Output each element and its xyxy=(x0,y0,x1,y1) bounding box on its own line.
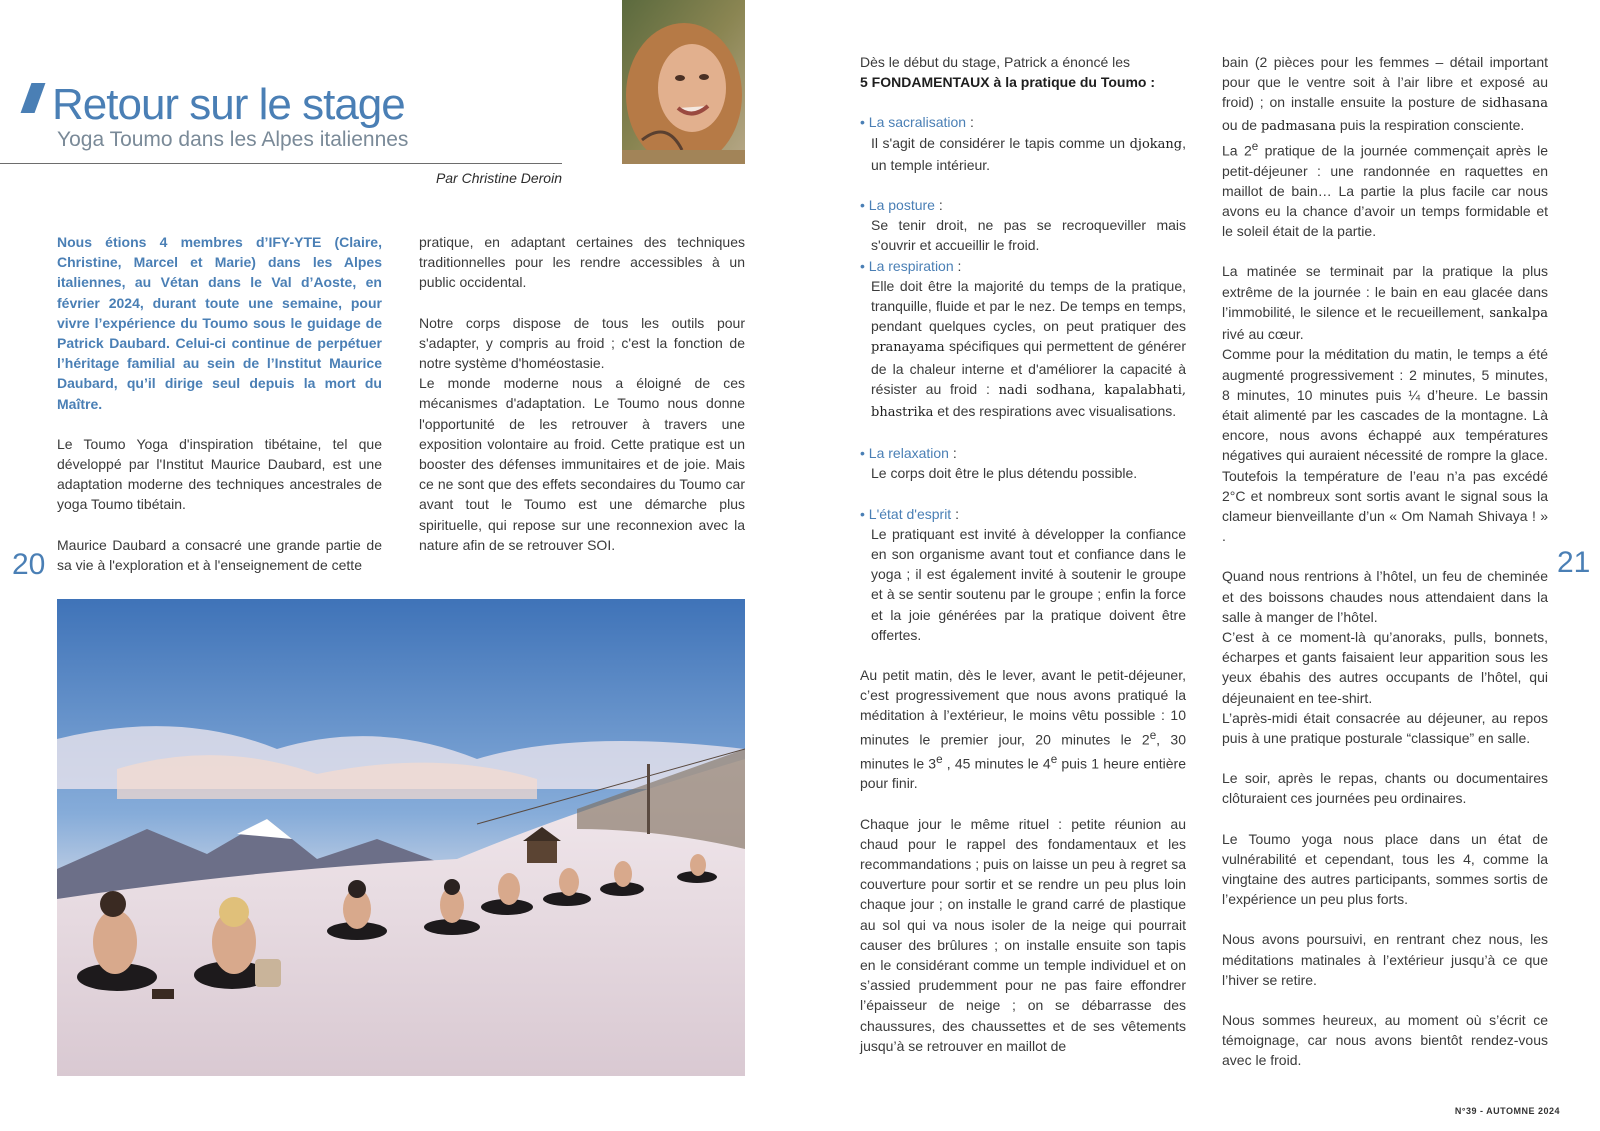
paragraph: bain (2 pièces pour les femmes – détail important pour que le ventre soit à l’air libre et exposé au froid) ; on installe ensuite la posture de sidhasana ou de padmasana puis la respiration consciente. xyxy=(1222,54,1548,134)
paragraph: Le Toumo Yoga d'inspiration tibétaine, tel que développé par l'Institut Maurice Daubard, est une adaptation moderne des techniques ancestrales de yoga Toumo tibétain. xyxy=(57,435,382,513)
paragraph: Chaque jour le même rituel : petite réunion au chaud pour le rappel des fondamentaux et les recommandations ; puis on laisse un peu à regret sa couverture pour sortir et se rendre un peu plus loin chaque jour ; on installe le grand carré de plastique au sol qui va nous isoler de la neige qui pourrait causer des brûlures ; on installe ensuite son tapis en le considérant comme un temple individuel et on s’assied prudemment pour ne pas faire effondrer l’épaisseur de neige ; on se débarrasse des chaussures, des chaussettes et de ses vêtements jusqu’à se retrouver en maillot de xyxy=(860,815,1186,1054)
fundamental-5-title: • L'état d'esprit : xyxy=(860,505,959,522)
paragraph: Le monde moderne nous a éloigné de ces mécanismes d'adaptation. Le Toumo nous donne l'opportunité de les retrouver à travers une exposition volontaire au froid. Cette pratique est un booster des défenses immunitaires et de joie. Mais ce ne sont que des effets secondaires du Toumo car avant tout le Toumo est une démarche plus spirituelle, qui repose sur une reconnexion avec la nature afin de se retrouver SOI. xyxy=(419,375,745,553)
title-slash-mark xyxy=(21,83,46,113)
paragraph: Le soir, après le repas, chants ou documentaires clôturaient ces journées peu ordinaires. xyxy=(1222,770,1548,807)
portrait-image xyxy=(622,0,745,164)
header-divider xyxy=(0,163,562,164)
paragraph: C’est à ce moment-là qu’anoraks, pulls, bonnets, écharpes et gants faisaient leur apparition sous les yeux ébahis des autres occupants de l’hôtel, qui déjeunaient en tee-shirt. xyxy=(1222,628,1548,706)
snow-meditation-image xyxy=(57,599,745,1076)
paragraph: La 2e pratique de la journée commençait après le petit-déjeuner : une randonnée en raquettes en maillot de bain… La partie la plus facile car nous avons eu la chance d’avoir un temps formidable et le soleil était de la partie. xyxy=(1222,139,1548,240)
snow-meditation-photo xyxy=(57,599,745,1076)
column-3 xyxy=(860,52,1186,1056)
paragraph: Le Toumo yoga nous place dans un état de vulnérabilité et cependant, tous les 4, comme la vingtaine des autres participants, sommes sortis de l’expérience un peu plus forts. xyxy=(1222,830,1548,908)
fundamental-2-title: • La posture : xyxy=(860,197,943,214)
paragraph: Maurice Daubard a consacré une grande partie de sa vie à l'exploration et à l'enseignement de cette xyxy=(57,536,382,573)
paragraph: Nous sommes heureux, au moment où s’écrit ce témoignage, car nous avons bientôt rendez-vous avec le froid. xyxy=(1222,1011,1548,1069)
fundamental-4-title: • La relaxation : xyxy=(860,445,957,462)
page-number-left: 20 xyxy=(12,548,46,581)
author-portrait xyxy=(622,0,745,164)
title-block xyxy=(26,80,566,130)
column-4 xyxy=(1222,52,1548,1071)
paragraph: Dès le début du stage, Patrick a énoncé les xyxy=(860,54,1131,70)
column-2 xyxy=(419,232,745,555)
page-title: Retour sur le stage xyxy=(52,80,405,129)
lead-paragraph: Nous étions 4 membres d’IFY-YTE (Claire, Christine, Marcel et Marie) dans les Alpes italiennes, au Vétan dans le Val d’Aoste, en février 2024, durant toute une semaine, pour vivre l’expérience du Toumo sous le guidage de Patrick Daubard. Celui-ci continue de perpétuer l’héritage familial au sein de l’Institut Maurice Daubard, qu’il dirige seul depuis la mort du Maître. xyxy=(57,234,382,412)
page-subtitle: Yoga Toumo dans les Alpes italiennes xyxy=(57,128,409,151)
paragraph: Quand nous rentrions à l’hôtel, un feu de cheminée et des boissons chaudes nous attendaient dans la salle à manger de l’hôtel. xyxy=(1222,568,1548,625)
paragraph: Comme pour la méditation du matin, le temps a été augmenté progressivement : 2 minutes, 5 minutes, 8 minutes, 10 minutes puis ¼ d’heure. Le bassin était alimenté par les cascades de la montagne. Là encore, nous avons échappé aux températures négatives qui auraient nécessité de rompre la glace. Toutefois la température de l’eau n’a pas excédé 2°C et nombreux sont sortis avant le signal sous la clameur bienveillante d’un « Om Namah Shivaya ! » . xyxy=(1222,346,1548,545)
fundamental-1-title: • La sacralisation : xyxy=(860,114,974,131)
paragraph: Au petit matin, dès le lever, avant le petit-déjeuner, c’est progressivement que nous avons pratiqué la méditation à l’extérieur, le moins vêtu possible : 10 minutes le premier jour, 20 minutes le 2e, 30 minutes le 3e , 45 minutes le 4e puis 1 heure entière pour finir. xyxy=(860,667,1187,792)
fundamental-3-text: Elle doit être la majorité du temps de la pratique, tranquille, fluide et par le nez. De temps en temps, pendant quelques cycles, on peut pratiquer des pranayama spécifiques qui permettent de générer de la chaleur interne et d'améliorer la capacité à résister au froid : nadi sodhana, kapalabhati, bhastrika et des respirations avec visualisations. xyxy=(871,277,1186,421)
page-number-right: 21 xyxy=(1557,546,1591,579)
fundamental-5-text: Le pratiquant est invité à développer la confiance en son organisme avant tout et confiance dans le yoga ; il est également invité à soutenir le groupe et à se sentir soutenu par le groupe ; enfin la force et la joie générées par la pratique doivent être offertes. xyxy=(871,525,1186,643)
column-1 xyxy=(57,232,382,575)
paragraph: pratique, en adaptant certaines des techniques traditionnelles pour les rendre accessibles à un public occidental. xyxy=(419,234,745,291)
byline: Par Christine Deroin xyxy=(435,170,562,186)
paragraph: L’après-midi était consacrée au déjeuner, au repos puis à une pratique posturale “classique” en salle. xyxy=(1222,709,1548,746)
paragraph: Nous avons poursuivi, en rentrant chez nous, les méditations matinales à l’extérieur jusqu’à ce que l’hiver se retire. xyxy=(1222,931,1548,988)
paragraph: Notre corps dispose de tous les outils pour s'adapter, y compris au froid ; c'est la fonction de notre système d'homéostasie. xyxy=(419,314,745,372)
fundamental-2-text: Se tenir droit, ne pas se recroqueviller mais s'ouvrir et accueillir le froid. xyxy=(871,217,1186,254)
paragraph: La matinée se terminait par la pratique la plus extrême de la journée : le bain en eau glacée dans l’immobilité, le silence et le recueillement, sankalpa rivé au cœur. xyxy=(1222,263,1548,343)
fundamental-1-text: Il s'agit de considérer le tapis comme un djokang, un temple intérieur. xyxy=(871,134,1186,173)
fundamentals-heading: 5 FONDAMENTAUX à la pratique du Toumo : xyxy=(860,74,1156,91)
fundamental-4-text: Le corps doit être le plus détendu possible. xyxy=(871,465,1138,482)
fundamental-3-title: • La respiration : xyxy=(860,257,962,274)
issue-footer: N°39 - AUTOMNE 2024 xyxy=(1454,1106,1560,1116)
